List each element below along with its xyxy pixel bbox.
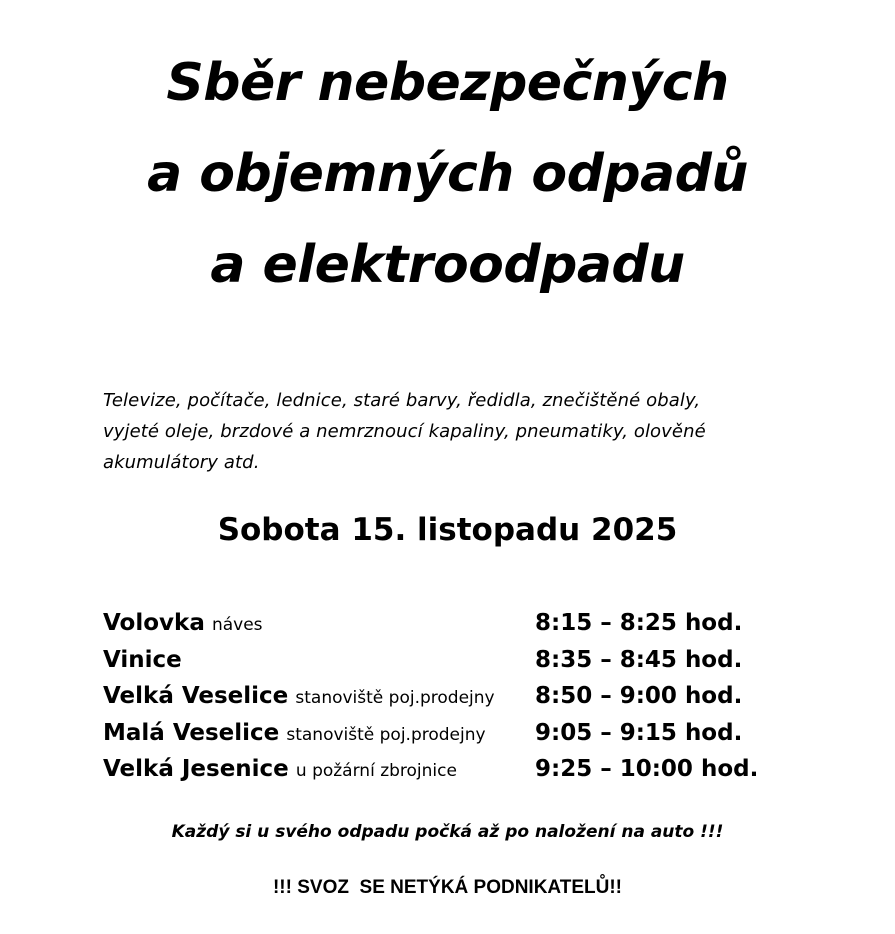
page-title [0,38,895,311]
place-note: stanoviště poj.prodejny [295,688,495,708]
waste-description [103,385,783,478]
schedule-row [103,750,803,787]
place-name: Volovka [103,610,205,636]
schedule-row [103,604,803,641]
time-range: 8:15 – 8:25 hod. [535,610,743,636]
place-name: Vinice [103,646,182,673]
place-note: u požární zbrojnice [295,761,457,781]
time-range: 9:25 – 10:00 hod. [535,756,759,782]
place-note: stanoviště poj.prodejny [286,724,486,745]
title-line: Sběr nebezpečných [166,53,729,113]
schedule-row [103,641,803,678]
title-line: a objemných odpadů [147,144,748,204]
description-line: akumulátory atd. [103,452,260,473]
time-range: 8:35 – 8:45 hod. [535,646,743,673]
place-name: Malá Veselice [103,719,280,746]
time-range: 8:50 – 9:00 hod. [535,683,743,709]
schedule-row [103,677,803,714]
wait-notice: Každý si u svého odpadu počká až po naložení na auto !!! [171,822,724,842]
schedule-row [103,714,803,751]
place-name: Velká Veselice [103,683,289,709]
time-range: 9:05 – 9:15 hod. [535,719,743,746]
schedule-list [103,604,803,787]
place-note: náves [211,615,263,635]
business-exclusion-warning: !!! SVOZ SE NETÝKÁ PODNIKATELŮ!! [272,877,623,898]
description-line: Televize, počítače, lednice, staré barvy, ředidla, znečištěné obaly, [103,390,701,411]
description-line: vyjeté oleje, brzdové a nemrznoucí kapaliny, pneumatiky, olověné [103,421,706,442]
title-line: a elektroodpadu [210,235,685,295]
collection-date: Sobota 15. listopadu 2025 [217,512,678,548]
place-name: Velká Jesenice [103,756,289,782]
